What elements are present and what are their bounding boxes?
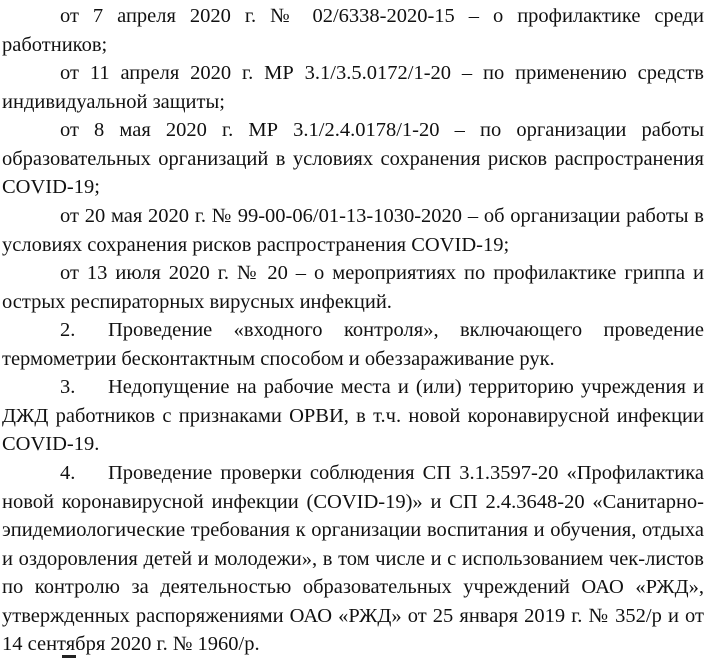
paragraph-order-april-11: от 11 апреля 2020 г. МР 3.1/3.5.0172/1-20 – по применению средств индивидуальной защиты; xyxy=(2,62,704,113)
list-item-2 xyxy=(2,316,704,373)
list-item-number: 3. xyxy=(60,376,76,398)
paragraph-order-april-7: от 7 апреля 2020 г. № 02/6338-2020-15 – о профилактике среди работников; xyxy=(2,5,704,56)
paragraph-order-may-8: от 8 мая 2020 г. МР 3.1/2.4.0178/1-20 – по организации работы образовательных организаций в условиях сохранения рисков распространения COVID-19; xyxy=(2,119,704,198)
list-item-4 xyxy=(2,459,704,659)
list-item-number: 4. xyxy=(60,462,76,484)
list-item-text: Недопущение на рабочие места и (или) территорию учреждения и ДЖД работников с признаками ОРВИ, в т.ч. новой коронавирусной инфекции COVID-19. xyxy=(2,376,704,455)
paragraph-order-may-20: от 20 мая 2020 г. № 99-00-06/01-13-1030-2020 – об организации работы в условиях сохранения рисков распространения COVID-19; xyxy=(2,205,704,256)
list-item-text: Проведение «входного контроля», включающего проведение термометрии бесконтактным способом и обеззараживание рук. xyxy=(2,319,704,370)
list-item-text: Проведение проверки соблюдения СП 3.1.3597-20 «Профилактика новой коронавирусной инфекции (COVID-19)» и СП 2.4.3648-20 «Санитарно-эпидемиологические требования к организации воспитания и обучения, отдыха и оздоровления детей и молодежи», в том числе и с использованием чек-листов по контролю за деятельностью образовательных учреждений ОАО «РЖД», утвержденных распоряжениями ОАО «РЖД» от 25 января 2019 г. № 352/р и от 14 сентября 2020 г. № 1960/р. xyxy=(2,462,704,655)
list-item-number: 2. xyxy=(60,319,76,341)
list-item-3 xyxy=(2,373,704,459)
paragraph-order-july-13: от 13 июля 2020 г. № 20 – о мероприятиях по профилактике гриппа и острых респираторных вирусных инфекций. xyxy=(2,262,704,313)
cut-off-next-line xyxy=(0,655,706,666)
